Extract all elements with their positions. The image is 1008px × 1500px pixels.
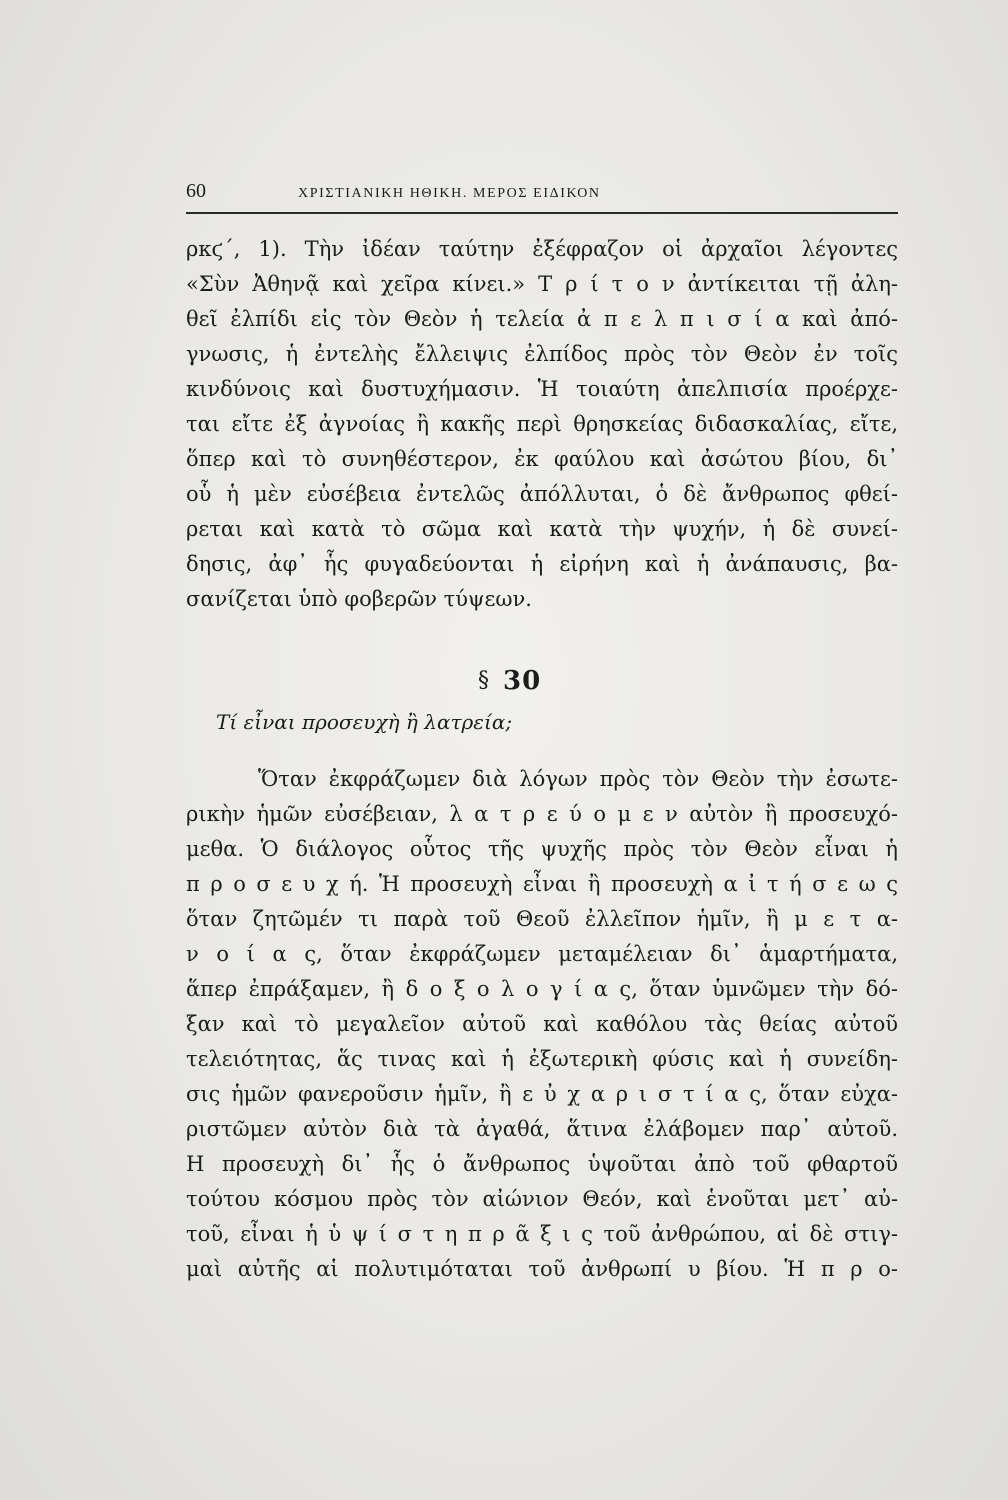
text-line: κινδύνοις καὶ δυστυχήμασιν. Ἡ τοιαύτη ἀπελπισία προέρχε- bbox=[186, 377, 898, 401]
text-line: ται εἴτε ἐξ ἀγνοίας ἢ κακῆς περὶ θρησκείας διδασκαλίας, εἴτε, bbox=[186, 412, 898, 436]
section-number: 30 bbox=[503, 666, 542, 696]
text-line: σανίζεται ὑπὸ φοβερῶν τύψεων. bbox=[186, 587, 532, 611]
text-line: ρεται καὶ κατὰ τὸ σῶμα καὶ κατὰ τὴν ψυχήν, ἡ δὲ συνεί- bbox=[186, 517, 898, 541]
section-symbol: § bbox=[478, 668, 489, 693]
text-line: θεῖ ἐλπίδι εἰς τὸν Θεὸν ἡ τελεία ἀ π ε λ π ι σ ί α καὶ ἀπό- bbox=[186, 307, 898, 331]
page-number: 60 bbox=[186, 180, 206, 202]
text-line: τοῦ, εἶναι ἡ ὑ ψ ί σ τ η π ρ ᾶ ξ ι ς τοῦ ἀνθρώπου, αἱ δὲ στιγ- bbox=[186, 1222, 898, 1246]
page-header bbox=[186, 176, 898, 214]
text-line: σις ἡμῶν φανεροῦσιν ἡμῖν, ἢ ε ὐ χ α ρ ι σ τ ί α ς, ὅταν εὐχα- bbox=[186, 1082, 898, 1106]
text-line: ριστῶμεν αὐτὸν διὰ τὰ ἀγαθά, ἅτινα ἐλάβομεν παρ᾽ αὐτοῦ. bbox=[186, 1117, 898, 1141]
text-line: δησις, ἀφ᾽ ἧς φυγαδεύονται ἡ εἰρήνη καὶ ἡ ἀνάπαυσις, βα- bbox=[186, 552, 898, 576]
text-line: γνωσις, ἡ ἐντελὴς ἔλλειψις ἐλπίδος πρὸς τὸν Θεὸν ἐν τοῖς bbox=[186, 342, 898, 366]
text-line: «Σὺν Ἀθηνᾷ καὶ χεῖρα κίνει.» Τ ρ ί τ ο ν ἀντίκειται τῇ ἀλη- bbox=[186, 272, 898, 296]
paragraph-2 bbox=[186, 762, 898, 1287]
running-head: ΧΡΙΣΤΙΑΝΙΚΗ ΗΘΙΚΗ. ΜΕΡΟΣ ΕΙΔΙΚΟΝ bbox=[298, 186, 601, 201]
text-line: μαὶ αὐτῆς αἱ πολυτιμόταται τοῦ ἀνθρωπί υ βίου. Ἡ π ρ ο- bbox=[186, 1257, 898, 1281]
section-heading bbox=[478, 666, 541, 696]
text-line: Ὅταν ἐκφράζωμεν διὰ λόγων πρὸς τὸν Θεὸν τὴν ἐσωτε- bbox=[258, 767, 898, 791]
text-line: μεθα. Ὁ διάλογος οὗτος τῆς ψυχῆς πρὸς τὸν Θεὸν εἶναι ἡ bbox=[186, 837, 898, 861]
section-question: Τί εἶναι προσευχὴ ἢ λατρεία; bbox=[216, 710, 513, 734]
text-line: ν ο ί α ς, ὅταν ἐκφράζωμεν μεταμέλειαν δι᾽ ἁμαρτήματα, bbox=[186, 942, 898, 966]
text-line: ὅπερ καὶ τὸ συνηθέστερον, ἐκ φαύλου καὶ ἀσώτου βίου, δι᾽ bbox=[186, 447, 898, 471]
text-line: τελειότητας, ἅς τινας καὶ ἡ ἐξωτερικὴ φύσις καὶ ἡ συνείδη- bbox=[186, 1047, 898, 1071]
text-line: ξαν καὶ τὸ μεγαλεῖον αὐτοῦ καὶ καθόλου τὰς θείας αὐτοῦ bbox=[186, 1012, 898, 1036]
text-line: Η προσευχὴ δι᾽ ἧς ὁ ἄνθρωπος ὑψοῦται ἀπὸ τοῦ φθαρτοῦ bbox=[186, 1152, 898, 1176]
text-line: ἅπερ ἐπράξαμεν, ἢ δ ο ξ ο λ ο γ ί α ς, ὅταν ὑμνῶμεν τὴν δό- bbox=[186, 977, 898, 1001]
text-line: ρικὴν ἡμῶν εὐσέβειαν, λ α τ ρ ε ύ ο μ ε ν αὐτὸν ἢ προσευχό- bbox=[186, 802, 898, 826]
text-line: ρκϛ΄, 1). Τὴν ἰδέαν ταύτην ἐξέφραζον οἱ ἀρχαῖοι λέγοντες bbox=[186, 237, 898, 261]
text-line: π ρ ο σ ε υ χ ή. Ἡ προσευχὴ εἶναι ἢ προσευχὴ α ἰ τ ή σ ε ω ς bbox=[186, 872, 898, 896]
text-line: τούτου κόσμου πρὸς τὸν αἰώνιον Θεόν, καὶ ἑνοῦται μετ᾽ αὐ- bbox=[186, 1187, 898, 1211]
text-line: ὅταν ζητῶμέν τι παρὰ τοῦ Θεοῦ ἐλλεῖπον ἡμῖν, ἢ μ ε τ α- bbox=[186, 907, 898, 931]
paragraph-1 bbox=[186, 232, 898, 617]
text-line: οὗ ἡ μὲν εὐσέβεια ἐντελῶς ἀπόλλυται, ὁ δὲ ἄνθρωπος φθεί- bbox=[186, 482, 898, 506]
